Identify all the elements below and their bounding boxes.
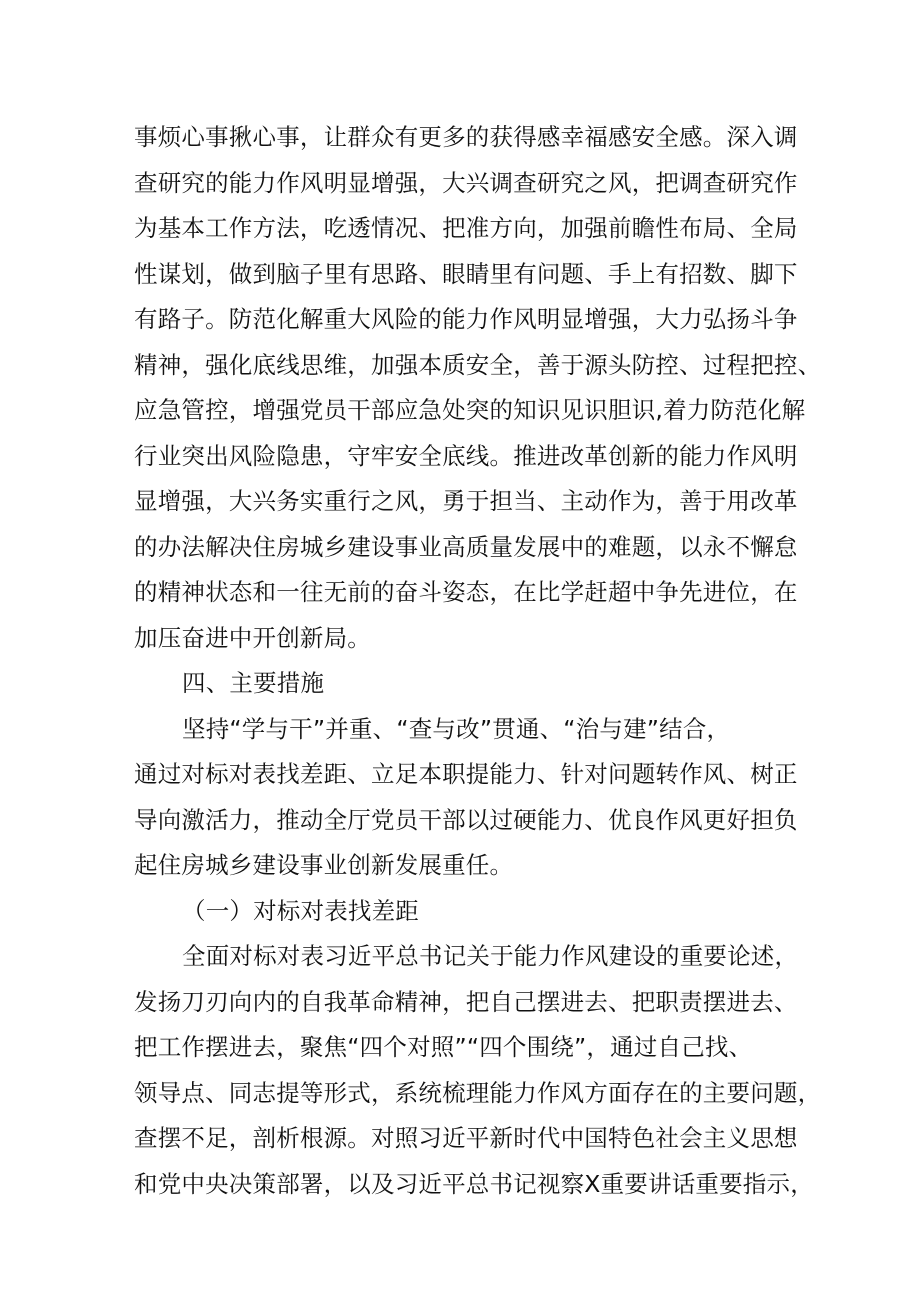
body-line-7: 应急管控，增强党员干部应急处突的知识见识胆识,着力防范化解 bbox=[134, 396, 806, 424]
body-line-3: 为基本工作方法，吃透情况、把准方向，加强前瞻性布局、全局 bbox=[134, 214, 798, 242]
body-line-22: 领导点、同志提等形式，系统梳理能力作风方面存在的主要问题， bbox=[134, 1078, 822, 1107]
body-line-8: 行业突出风险隐患，守牢安全底线。推进改革创新的能力作风明 bbox=[134, 441, 798, 470]
body-line-2: 查研究的能力作风明显增强，大兴调查研究之风，把调查研究作 bbox=[134, 168, 798, 197]
body-line-24: 和党中央决策部署，以及习近平总书记视察X重要讲话重要指示， bbox=[134, 1169, 814, 1198]
body-line-10: 的办法解决住房城乡建设事业高质量发展中的难题，以永不懈怠 bbox=[134, 532, 798, 561]
body-line-12: 加压奋进中开创新局。 bbox=[134, 623, 371, 652]
body-line-4: 性谋划，做到脑子里有思路、眼睛里有问题、手上有招数、脚下 bbox=[134, 259, 798, 288]
body-line-6: 精神，强化底线思维，加强本质安全，善于源头防控、过程把控、 bbox=[134, 350, 822, 379]
body-line-17: 起住房城乡建设事业创新发展重任。 bbox=[134, 851, 514, 879]
body-line-16: 导向激活力，推动全厅党员干部以过硬能力、优良作风更好担负 bbox=[134, 805, 798, 834]
body-line-23: 查摆不足，剖析根源。对照习近平新时代中国特色社会主义思想 bbox=[134, 1124, 798, 1152]
section-heading-main-measures: 四、主要措施 bbox=[182, 669, 325, 697]
body-line-14: 坚持“学与干”并重、“查与改”贯通、“治与建”结合， bbox=[182, 714, 731, 743]
body-line-5: 有路子。防范化解重大风险的能力作风明显增强，大力弘扬斗争 bbox=[134, 305, 798, 333]
body-line-20: 发扬刀刃向内的自我革命精神，把自己摆进去、把职责摆进去、 bbox=[134, 987, 798, 1016]
subsection-heading-benchmark: （一）对标对表找差距 bbox=[182, 896, 419, 925]
body-line-15: 通过对标对表找差距、立足本职提能力、针对问题转作风、树正 bbox=[134, 760, 798, 788]
body-line-19: 全面对标对表习近平总书记关于能力作风建设的重要论述， bbox=[182, 942, 799, 970]
body-line-21: 把工作摆进去，聚焦“四个对照”“四个围绕”，通过自己找、 bbox=[134, 1033, 753, 1061]
body-line-1: 事烦心事揪心事，让群众有更多的获得感幸福感安全感。深入调 bbox=[134, 123, 798, 151]
body-line-9: 显增强，大兴务实重行之风，勇于担当、主动作为，善于用改革 bbox=[134, 487, 798, 515]
body-line-11: 的精神状态和一往无前的奋斗姿态，在比学赶超中争先进位，在 bbox=[134, 578, 798, 606]
